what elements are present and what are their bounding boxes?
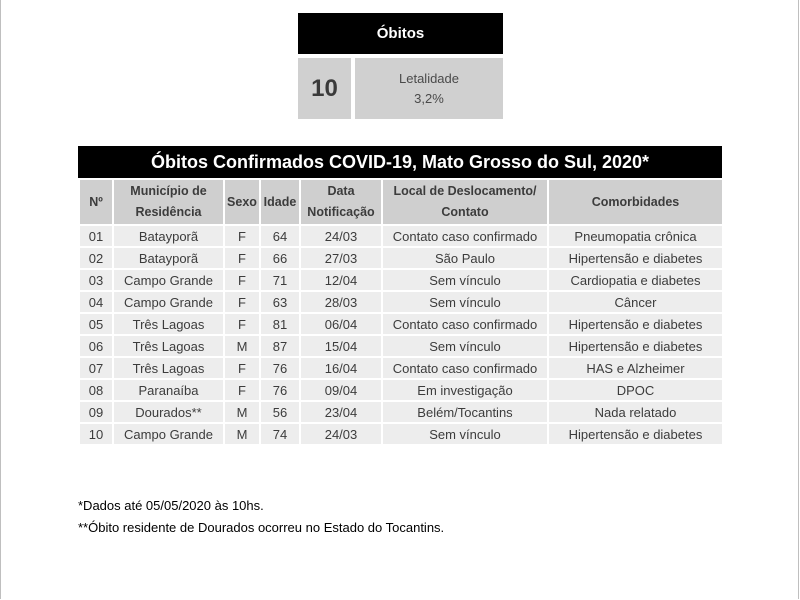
- table-title: Óbitos Confirmados COVID-19, Mato Grosso do Sul, 2020*: [78, 146, 722, 178]
- cell-age: 76: [260, 379, 300, 401]
- header-municipality: Município de Residência: [113, 179, 224, 225]
- cell-number: 02: [79, 247, 113, 269]
- cell-age: 63: [260, 291, 300, 313]
- table-row: [79, 269, 723, 291]
- table-row: [79, 335, 723, 357]
- table-row: [79, 225, 723, 247]
- cell-comorbidities: Hipertensão e diabetes: [548, 313, 723, 335]
- cell-number: 06: [79, 335, 113, 357]
- cell-comorbidities: Hipertensão e diabetes: [548, 247, 723, 269]
- table-row: [79, 357, 723, 379]
- cell-sex: F: [224, 269, 260, 291]
- cell-age: 74: [260, 423, 300, 445]
- deaths-table-section: [78, 146, 722, 446]
- cell-comorbidities: Nada relatado: [548, 401, 723, 423]
- cell-notification-date: 09/04: [300, 379, 382, 401]
- cell-travel-contact: Belém/Tocantins: [382, 401, 548, 423]
- table-row: [79, 313, 723, 335]
- cell-travel-contact: Sem vínculo: [382, 423, 548, 445]
- deaths-summary: [298, 13, 503, 118]
- cell-number: 01: [79, 225, 113, 247]
- cell-travel-contact: Sem vínculo: [382, 291, 548, 313]
- cell-number: 04: [79, 291, 113, 313]
- table-body: [79, 225, 723, 445]
- cell-municipality: Campo Grande: [113, 269, 224, 291]
- cell-age: 56: [260, 401, 300, 423]
- cell-sex: F: [224, 291, 260, 313]
- table-row: [79, 291, 723, 313]
- cell-sex: F: [224, 247, 260, 269]
- cell-comorbidities: Pneumopatia crônica: [548, 225, 723, 247]
- cell-comorbidities: Hipertensão e diabetes: [548, 335, 723, 357]
- cell-sex: F: [224, 313, 260, 335]
- lethality-box: [355, 58, 503, 119]
- cell-notification-date: 15/04: [300, 335, 382, 357]
- cell-travel-contact: Contato caso confirmado: [382, 357, 548, 379]
- cell-sex: M: [224, 335, 260, 357]
- cell-number: 09: [79, 401, 113, 423]
- header-age: Idade: [260, 179, 300, 225]
- footnotes: [78, 495, 444, 539]
- cell-notification-date: 28/03: [300, 291, 382, 313]
- lethality-label: Letalidade: [399, 70, 459, 86]
- cell-notification-date: 27/03: [300, 247, 382, 269]
- cell-comorbidities: Hipertensão e diabetes: [548, 423, 723, 445]
- cell-municipality: Campo Grande: [113, 423, 224, 445]
- cell-age: 66: [260, 247, 300, 269]
- cell-municipality: Batayporã: [113, 225, 224, 247]
- table-header-row: [79, 179, 723, 225]
- header-notification-date: Data Notificação: [300, 179, 382, 225]
- cell-comorbidities: Cardiopatia e diabetes: [548, 269, 723, 291]
- table-row: [79, 247, 723, 269]
- header-number: Nº: [79, 179, 113, 225]
- deaths-count: 10: [298, 58, 351, 119]
- cell-notification-date: 24/03: [300, 423, 382, 445]
- cell-municipality: Três Lagoas: [113, 357, 224, 379]
- cell-travel-contact: Em investigação: [382, 379, 548, 401]
- cell-notification-date: 16/04: [300, 357, 382, 379]
- cell-travel-contact: São Paulo: [382, 247, 548, 269]
- lethality-value: 3,2%: [414, 90, 444, 106]
- cell-number: 03: [79, 269, 113, 291]
- cell-comorbidities: Câncer: [548, 291, 723, 313]
- table-row: [79, 401, 723, 423]
- cell-notification-date: 23/04: [300, 401, 382, 423]
- header-comorbidities: Comorbidades: [548, 179, 723, 225]
- cell-age: 76: [260, 357, 300, 379]
- cell-sex: F: [224, 357, 260, 379]
- cell-age: 71: [260, 269, 300, 291]
- cell-municipality: Dourados**: [113, 401, 224, 423]
- cell-number: 08: [79, 379, 113, 401]
- header-sex: Sexo: [224, 179, 260, 225]
- cell-municipality: Três Lagoas: [113, 313, 224, 335]
- cell-number: 07: [79, 357, 113, 379]
- cell-municipality: Paranaíba: [113, 379, 224, 401]
- cell-municipality: Três Lagoas: [113, 335, 224, 357]
- cell-travel-contact: Sem vínculo: [382, 269, 548, 291]
- cell-sex: M: [224, 401, 260, 423]
- cell-municipality: Campo Grande: [113, 291, 224, 313]
- cell-travel-contact: Contato caso confirmado: [382, 313, 548, 335]
- footnote-dourados: **Óbito residente de Dourados ocorreu no Estado do Tocantins.: [78, 520, 445, 535]
- cell-notification-date: 06/04: [300, 313, 382, 335]
- cell-notification-date: 12/04: [300, 269, 382, 291]
- cell-sex: F: [224, 225, 260, 247]
- deaths-table: [78, 178, 724, 446]
- table-row: [79, 379, 723, 401]
- cell-municipality: Batayporã: [113, 247, 224, 269]
- cell-notification-date: 24/03: [300, 225, 382, 247]
- cell-travel-contact: Sem vínculo: [382, 335, 548, 357]
- cell-number: 10: [79, 423, 113, 445]
- deaths-header: Óbitos: [298, 13, 503, 54]
- header-travel-contact: Local de Deslocamento/ Contato: [382, 179, 548, 225]
- cell-comorbidities: DPOC: [548, 379, 723, 401]
- cell-age: 87: [260, 335, 300, 357]
- cell-sex: F: [224, 379, 260, 401]
- table-row: [79, 423, 723, 445]
- cell-number: 05: [79, 313, 113, 335]
- footnote-date: *Dados até 05/05/2020 às 10hs.: [78, 498, 264, 513]
- cell-age: 64: [260, 225, 300, 247]
- cell-sex: M: [224, 423, 260, 445]
- cell-comorbidities: HAS e Alzheimer: [548, 357, 723, 379]
- cell-age: 81: [260, 313, 300, 335]
- cell-travel-contact: Contato caso confirmado: [382, 225, 548, 247]
